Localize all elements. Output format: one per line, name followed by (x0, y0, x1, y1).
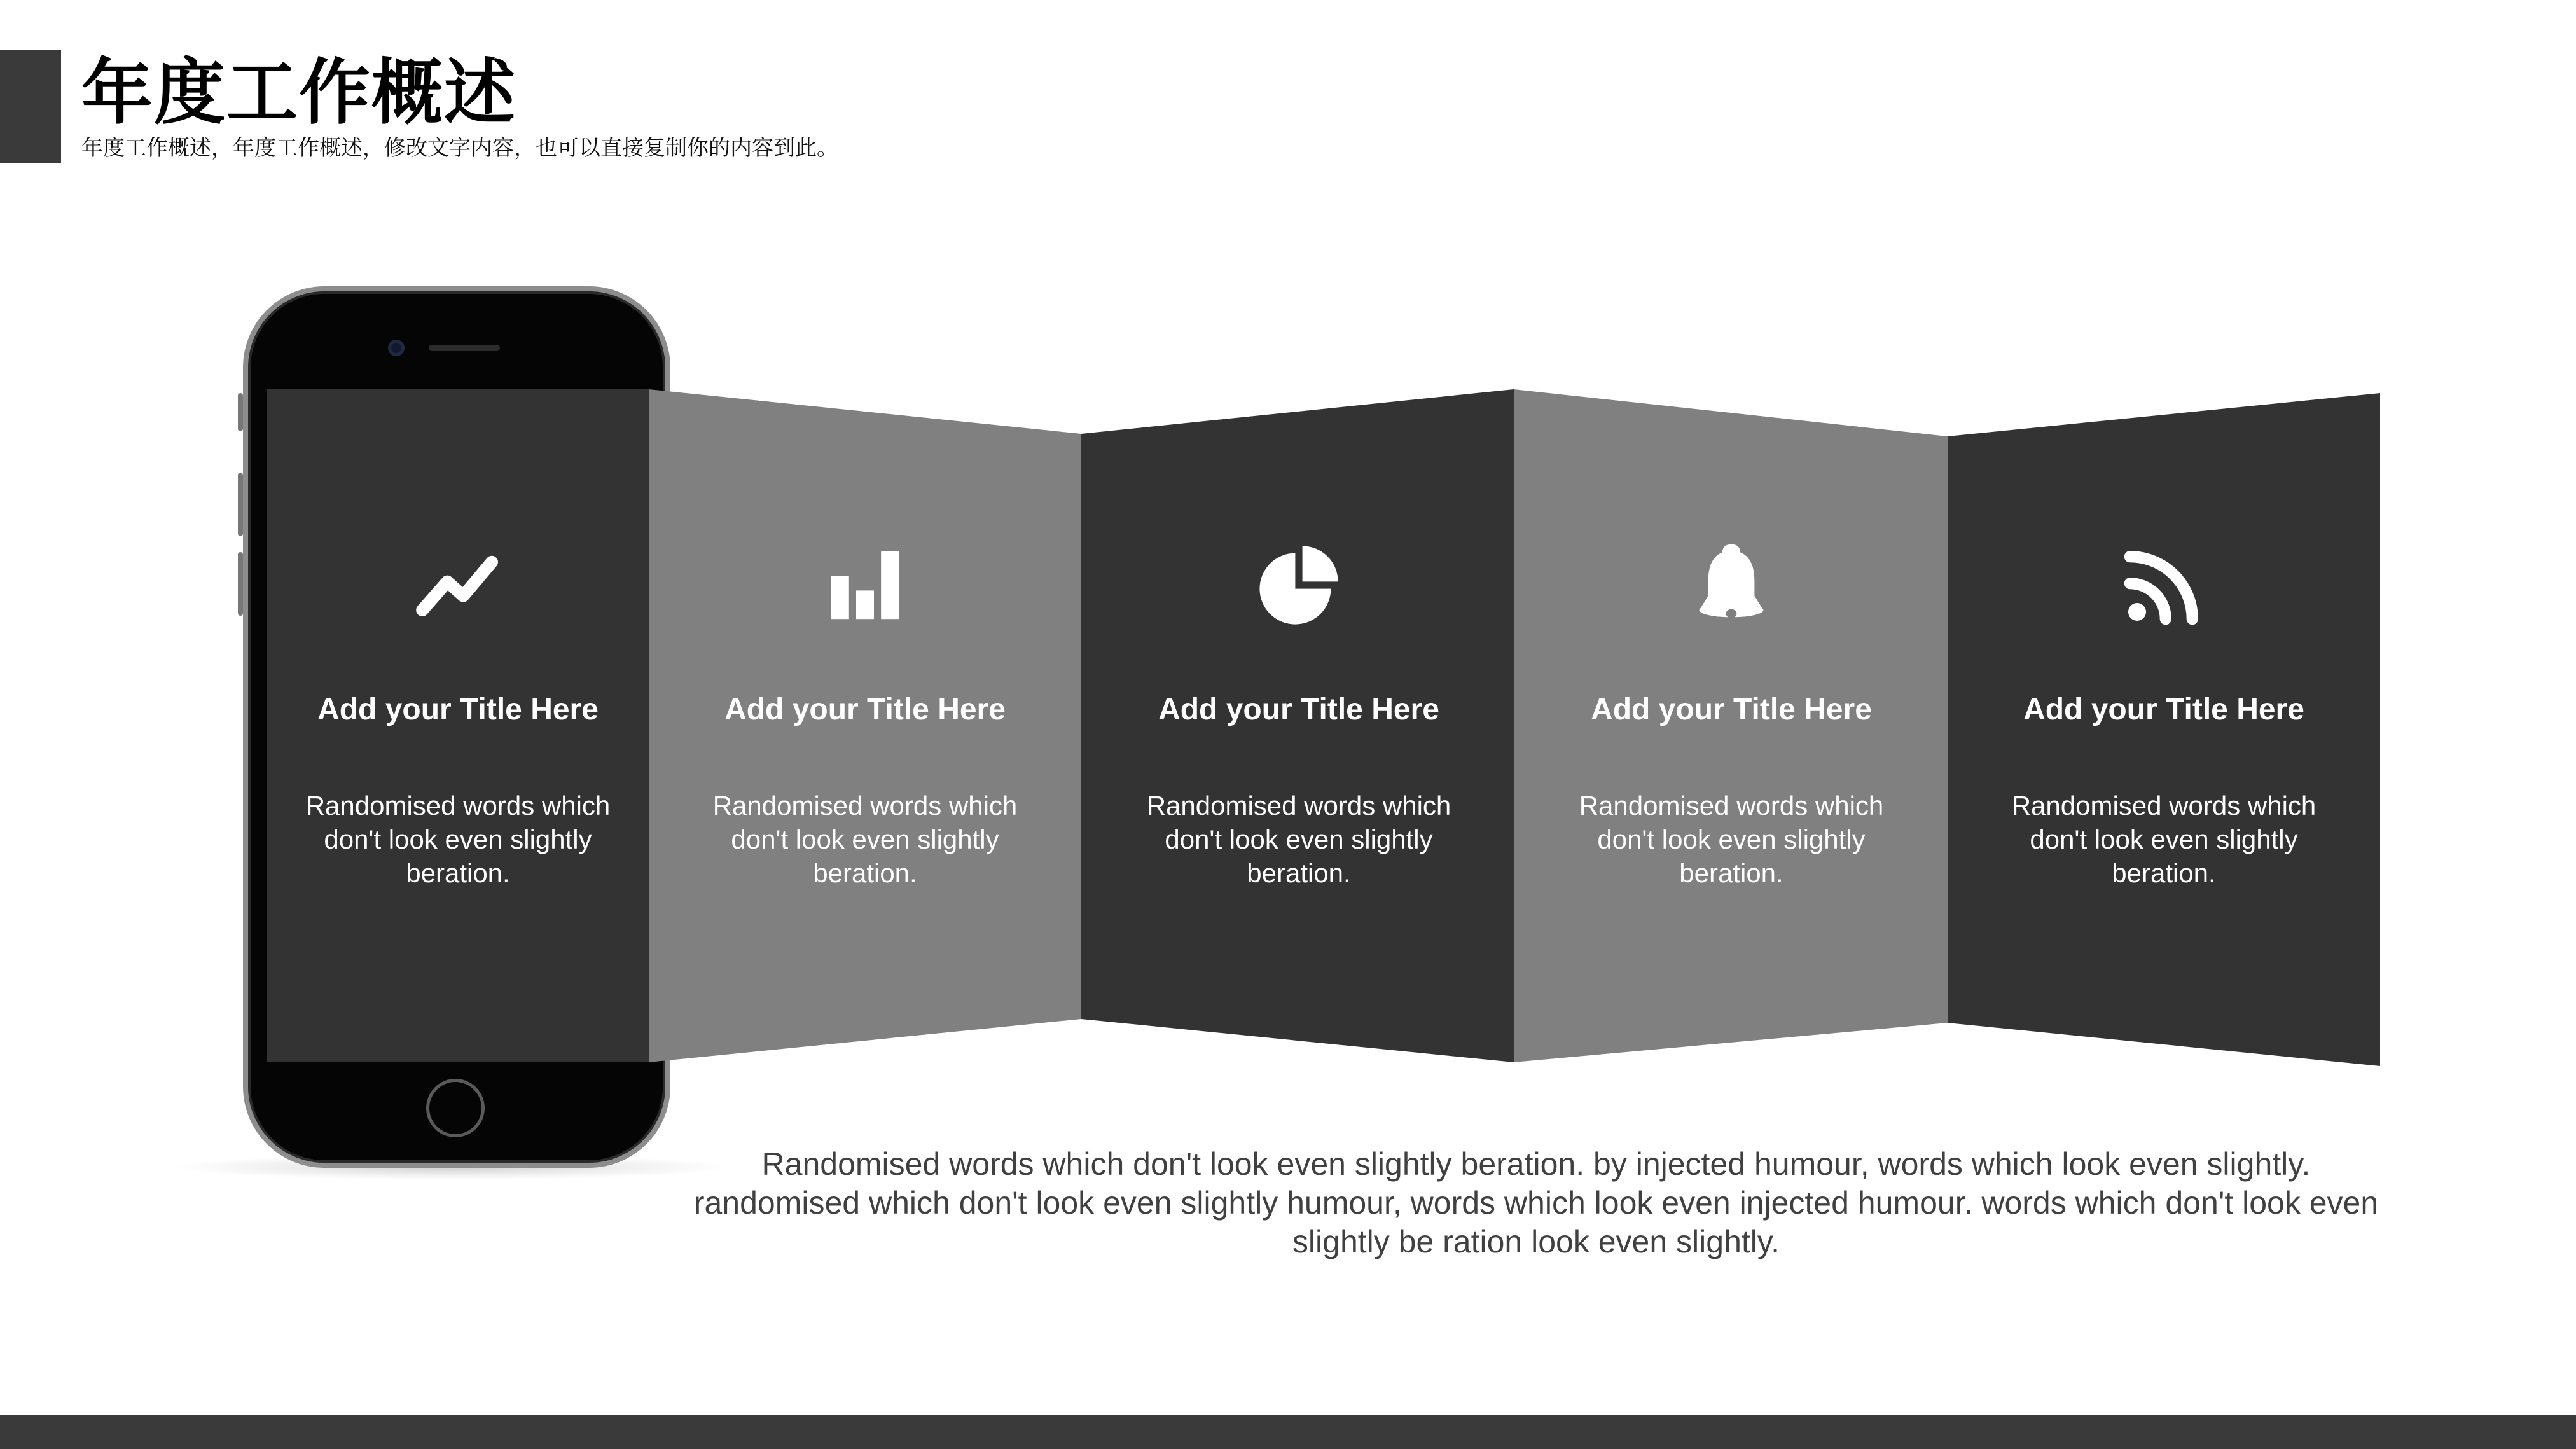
panel-title: Add your Title Here (1158, 693, 1439, 726)
panel-title: Add your Title Here (1591, 693, 1872, 726)
page-subtitle: 年度工作概述，年度工作概述，修改文字内容，也可以直接复制你的内容到此。 (81, 135, 838, 161)
panel-title: Add your Title Here (724, 693, 1006, 726)
description-text: Randomised words which don't look even slightly beration. by injected humour, words which look even slightly. randomised which don't look even slightly humour, words which look even injected humour. words which don't look even slightly be ration look even slightly. (693, 1146, 2379, 1259)
pie-chart-icon (1254, 541, 1343, 630)
panel-title: Add your Title Here (2023, 693, 2304, 726)
bar-chart-icon (821, 541, 910, 630)
panel-shape-5 (1948, 393, 2380, 1066)
panel-body: Randomised words which don't look even slightly beration. (305, 791, 611, 888)
panel-body: Randomised words which don't look even slightly beration. (2011, 791, 2316, 888)
panel-body: Randomised words which don't look even slightly beration. (1146, 791, 1451, 888)
rss-feed-icon (2119, 541, 2208, 630)
panel-title: Add your Title Here (317, 693, 599, 726)
trend-line-icon (413, 541, 502, 630)
panel-body: Randomised words which don't look even slightly beration. (1579, 791, 1884, 888)
page-title: 年度工作概述 (81, 52, 516, 134)
bell-icon (1687, 541, 1776, 630)
footer-bar (0, 1415, 2576, 1449)
panel-body: Randomised words which don't look even slightly beration. (712, 791, 1018, 888)
